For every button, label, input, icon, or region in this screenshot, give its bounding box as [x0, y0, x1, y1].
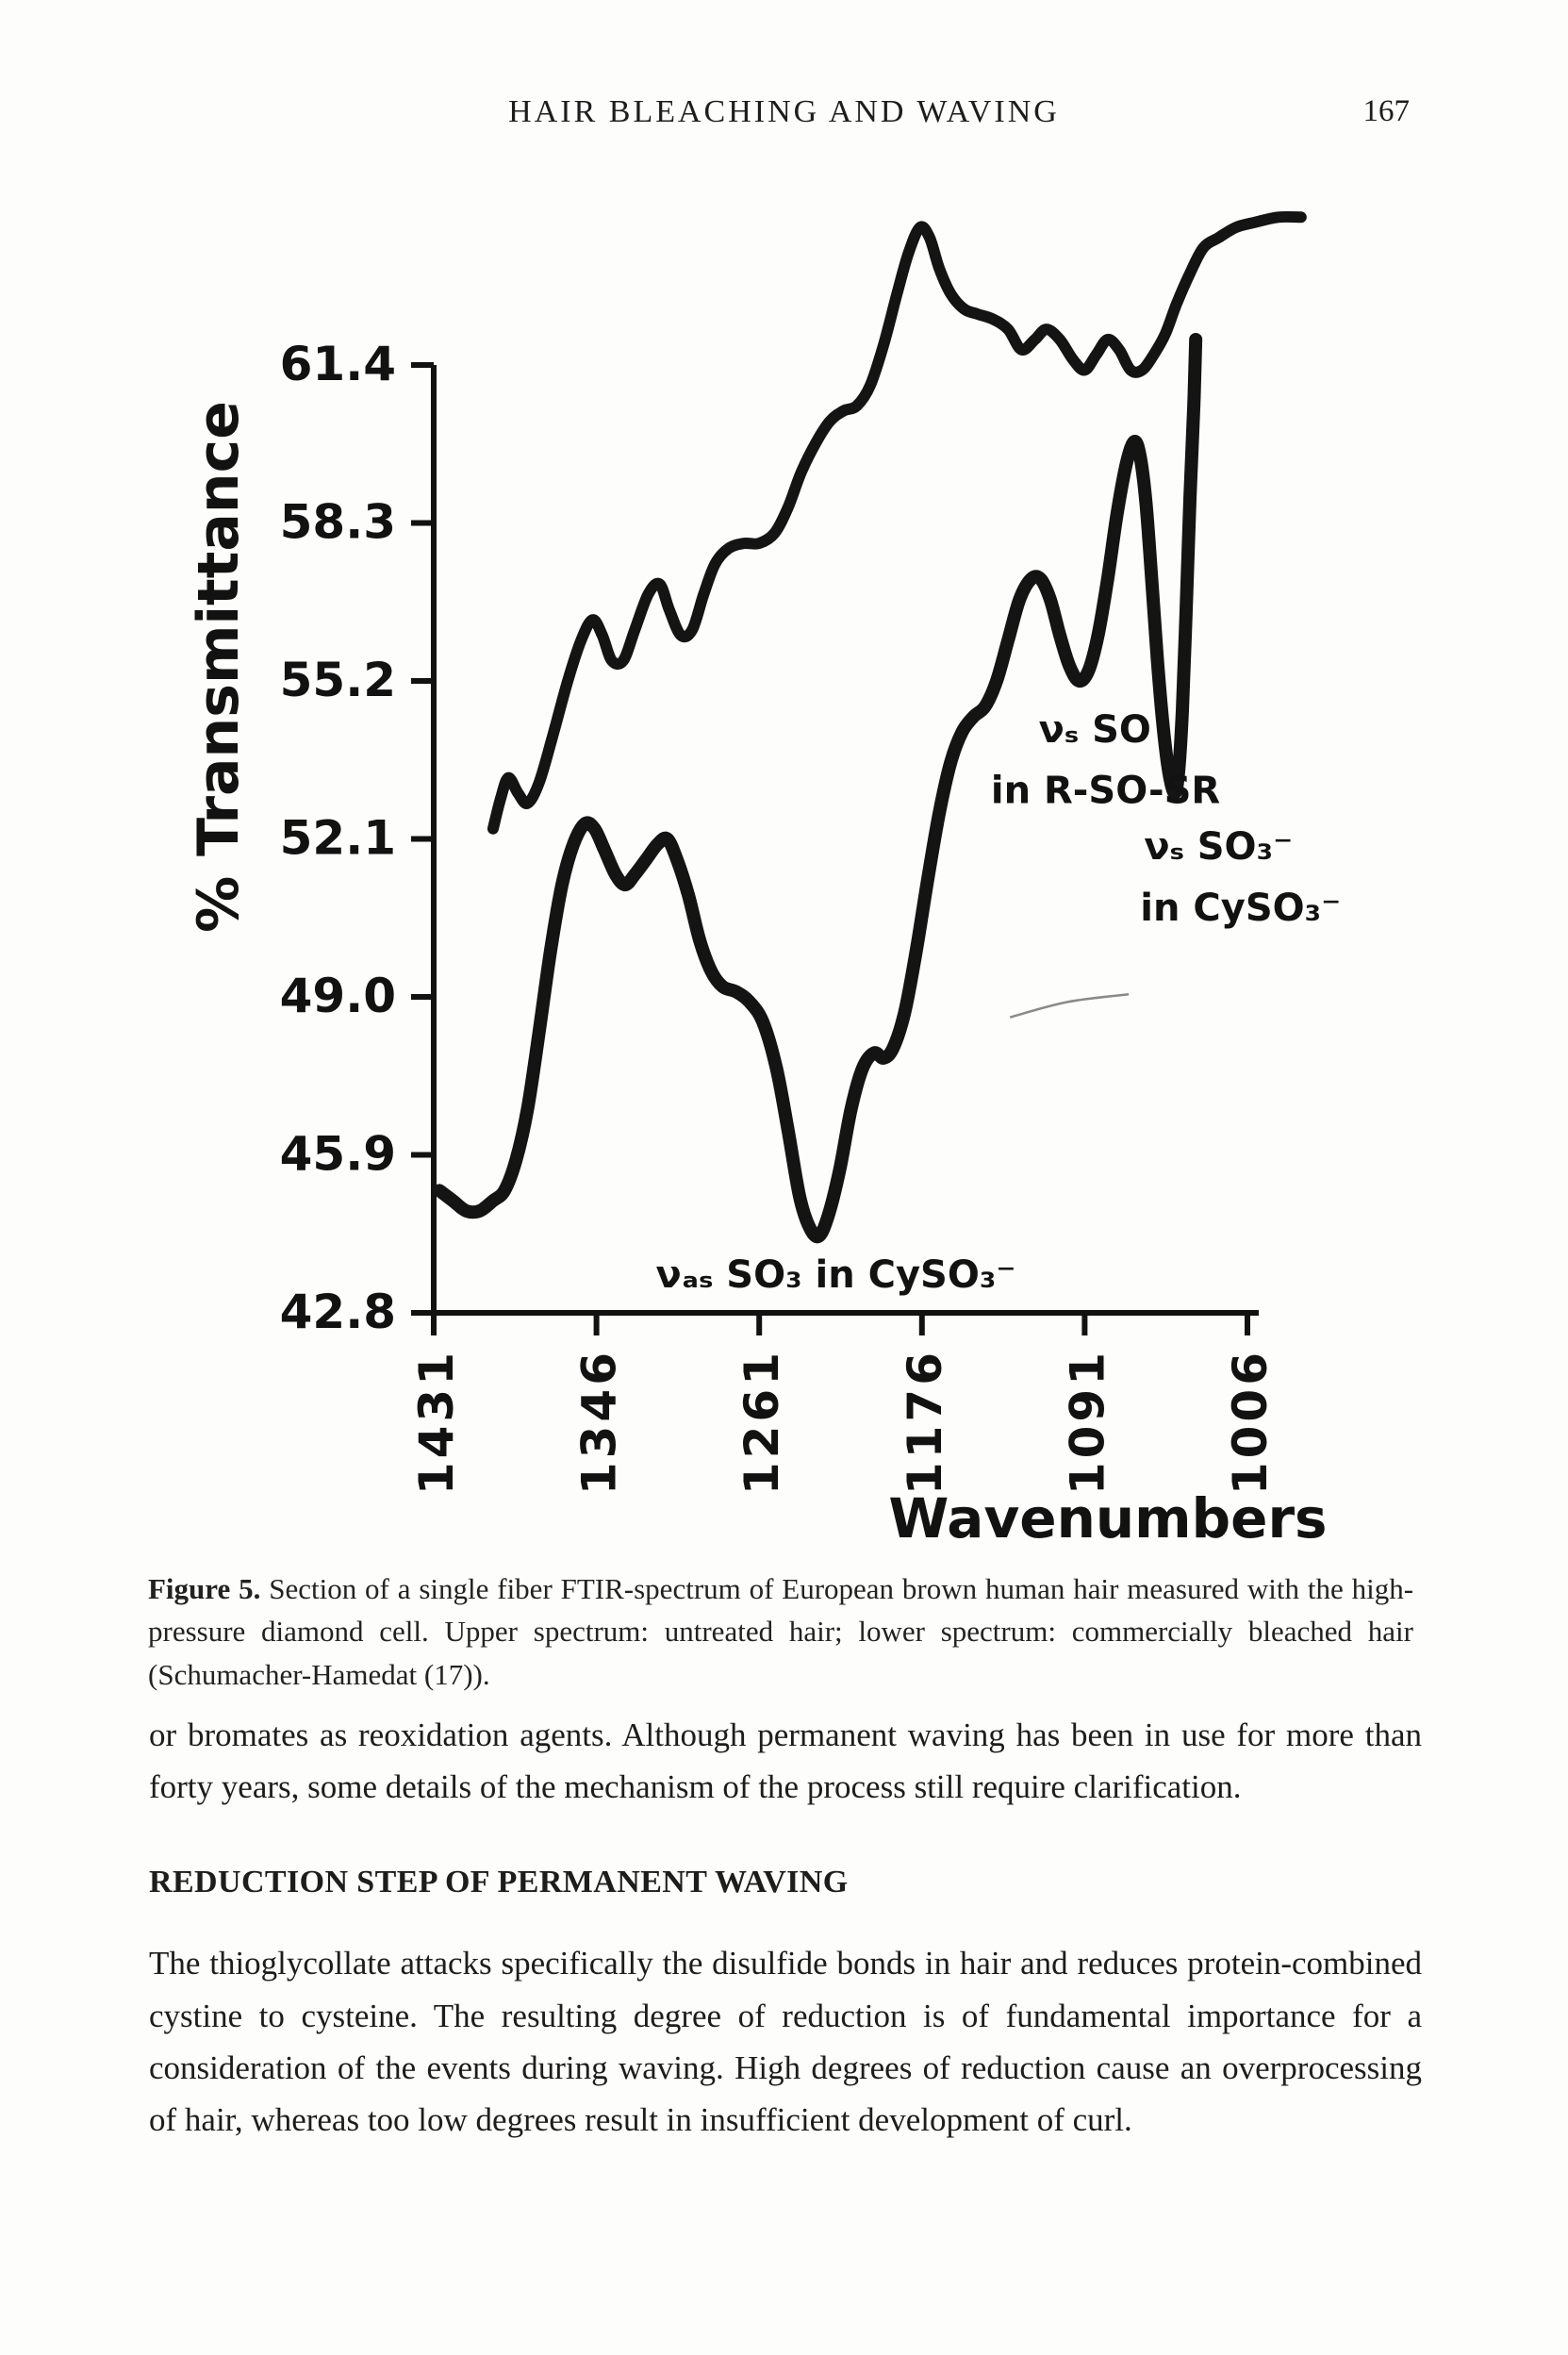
band-annotation: νₛ SO	[1038, 707, 1151, 752]
page-number: 167	[1362, 94, 1410, 128]
x-tick-label: 1091	[1060, 1349, 1115, 1496]
figure-caption-text: Section of a single fiber FTIR-spectrum of European brown human hair measured with the high-pressure diamond cell. Upper spectrum: untreated hair; lower spectrum: commercially bleached hair (Schumacher-Hamedat (17)).	[148, 1572, 1414, 1691]
x-tick-label: 1261	[734, 1349, 790, 1496]
section-heading-reduction-step: REDUCTION STEP OF PERMANENT WAVING	[149, 1864, 849, 1899]
band-annotation: in CySO₃⁻	[1140, 886, 1342, 930]
x-tick-label: 1431	[409, 1349, 464, 1496]
y-tick-label: 52.1	[279, 810, 396, 866]
pointer-line	[1010, 994, 1129, 1017]
transmittance-axis-label: % Transmittance	[186, 401, 252, 933]
ftir-spectrum-chart	[132, 209, 1433, 1567]
figure-caption	[148, 1567, 1413, 1696]
paragraph-reoxidation: or bromates as reoxidation agents. Although permanent waving has been in use for more than forty years, some details of the mechanism of the process still require clarification.	[149, 1716, 1422, 1806]
y-tick-label: 45.9	[279, 1126, 396, 1182]
paragraph-thioglycollate: The thioglycollate attacks specifically the disulfide bonds in hair and reduces protein-combined cystine to cysteine. The resulting degree of reduction is of fundamental importance for a consideration of the events during waving. High degrees of reduction cause an overprocessing of hair, whereas too low degrees result in insufficient development of curl.	[149, 1945, 1422, 2139]
y-tick-label: 55.2	[279, 653, 396, 707]
band-annotation: νₐₛ SO₃ in CySO₃⁻	[655, 1252, 1016, 1297]
body-text	[149, 1709, 1422, 2147]
running-title: HAIR BLEACHING AND WAVING	[508, 94, 1060, 129]
figure-caption-label: Figure 5.	[148, 1572, 261, 1605]
band-annotation: in R-SO-SR	[990, 769, 1221, 813]
wavenumbers-axis-label: Wavenumbers	[888, 1486, 1328, 1551]
y-tick-label: 61.4	[279, 337, 396, 391]
x-tick-label: 1006	[1223, 1349, 1278, 1496]
x-tick-label: 1346	[571, 1349, 627, 1496]
y-tick-label: 42.8	[279, 1285, 396, 1339]
y-tick-label: 58.3	[279, 494, 396, 550]
band-annotation: νₛ SO₃⁻	[1144, 825, 1294, 870]
y-tick-label: 49.0	[279, 969, 396, 1023]
x-tick-label: 1176	[897, 1349, 952, 1496]
